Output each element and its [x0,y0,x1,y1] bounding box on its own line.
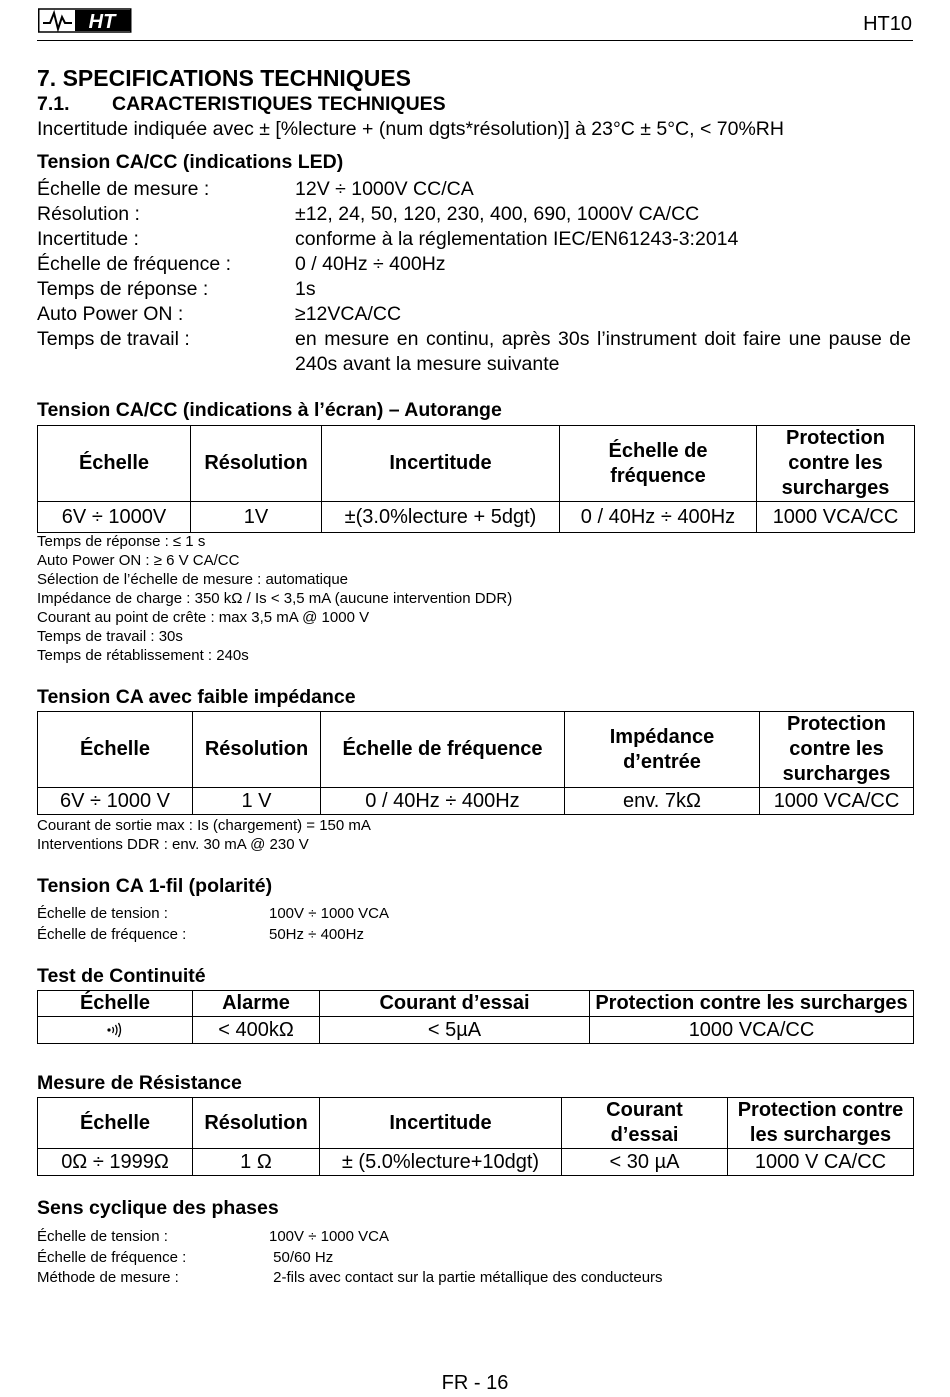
note-line: Interventions DDR : env. 30 mA @ 230 V [37,836,309,853]
section-title: 7. SPECIFICATIONS TECHNIQUES [37,65,412,91]
spec-label: Résolution : [37,203,140,225]
phase-spec-list [37,1227,663,1289]
spec-label: Échelle de tension : [37,905,168,922]
table-header-row [38,991,914,1017]
table-cell: 1V [191,502,322,533]
spec-label: Auto Power ON : [37,303,184,325]
note-line: Temps de travail : 30s [37,628,183,645]
table-cell: 0Ω ÷ 1999Ω [38,1149,193,1176]
note-line: Courant de sortie max : Is (chargement) = 150 mA [37,817,371,834]
continuity-section-title: Test de Continuité [37,965,206,987]
spec-row [37,1248,663,1269]
screen-notes [37,532,512,665]
table-cell: 6V ÷ 1000V [38,502,191,533]
col-header: Incertitude [322,426,560,502]
table-cell: < 400kΩ [193,1017,320,1044]
spec-value: 50Hz ÷ 400Hz [269,925,364,943]
col-header [560,426,757,502]
ht-logo [38,6,133,34]
col-header: Courant d’essai [320,991,590,1017]
col-header: Échelle de fréquence [321,712,565,788]
table-row [38,788,914,815]
model-name: HT10 [863,13,912,35]
col-header: Échelle [38,1098,193,1149]
table-cell: 1 V [193,788,321,815]
spec-row [37,1227,663,1248]
spec-value: 2-fils avec contact sur la partie métallique des conducteurs [269,1269,663,1286]
spec-row [37,302,917,327]
table-row [38,1017,914,1044]
header-rule [37,40,913,41]
subsection-title: CARACTERISTIQUES TECHNIQUES [112,93,446,115]
col-header: Résolution [191,426,322,502]
subsection-number: 7.1. [37,93,70,115]
onewire-spec-list [37,904,389,945]
note-line: Sélection de l’échelle de mesure : automatique [37,571,349,588]
col-header [565,712,760,788]
table-header-row [38,712,914,788]
resistance-table [37,1097,914,1176]
table-row [38,502,915,533]
table-cell: 1000 VCA/CC [590,1017,914,1044]
spec-value: 100V ÷ 1000 VCA [269,1228,389,1245]
spec-label: Échelle de fréquence : [37,925,187,943]
table-cell: env. 7kΩ [565,788,760,815]
spec-label: Échelle de mesure : [37,178,210,200]
col-header-text: Protection contre les surcharges [737,1099,904,1146]
spec-label: Échelle de fréquence : [37,1248,187,1266]
spec-row [37,252,917,277]
table-row [38,1149,914,1176]
spec-row [37,925,389,946]
col-header [757,426,915,502]
col-header [760,712,914,788]
spec-value: en mesure en continu, après 30s l’instrument doit faire une pause de 240s avant la mesure suivante [295,328,911,375]
page-number: FR - 16 [441,1372,509,1394]
spec-value: 12V ÷ 1000V CC/CA [295,178,474,200]
spec-row [37,327,917,377]
spec-label: Incertitude : [37,228,139,250]
table-cell: ±(3.0%lecture + 5dgt) [322,502,560,533]
col-header-text: Échelle de fréquence [608,439,708,487]
note-line: Temps de rétablissement : 240s [37,647,249,664]
spec-label: Temps de travail : [37,328,190,350]
phase-section-title: Sens cyclique des phases [37,1197,279,1219]
continuity-table [37,990,914,1044]
col-header: Échelle [38,426,191,502]
screen-section-title: Tension CA/CC (indications à l’écran) – Autorange [37,399,502,421]
spec-value: 50/60 Hz [269,1248,334,1266]
spec-row [37,202,917,227]
spec-value: ≥12VCA/CC [295,303,402,325]
col-header: Alarme [193,991,320,1017]
onewire-section-title: Tension CA 1-fil (polarité) [37,875,273,897]
accuracy-intro: Incertitude indiquée avec ± [%lecture + (num dgts*résolution)] à 23°C ± 5°C, < 70%RH [37,118,784,140]
col-header [562,1098,728,1149]
table-cell: < 5µA [320,1017,590,1044]
resistance-section-title: Mesure de Résistance [37,1072,242,1094]
table-cell: 0 / 40Hz ÷ 400Hz [321,788,565,815]
table-cell: 1000 VCA/CC [757,502,915,533]
col-header-text: Impédance d’entrée [609,725,715,773]
sound-icon [105,1019,125,1041]
spec-label: Échelle de fréquence : [37,253,232,275]
table-cell: < 30 µA [562,1149,728,1176]
spec-value: ±12, 24, 50, 120, 230, 400, 690, 1000V CA/CC [295,203,700,225]
col-header-text: Protection contre les surcharges [782,713,891,785]
col-header-text: Protection contre les surcharges [781,427,890,499]
table-cell: 1 Ω [193,1149,320,1176]
col-header: Échelle [38,712,193,788]
lowz-notes [37,816,371,854]
screen-voltage-table [37,425,915,533]
note-line: Courant au point de crête : max 3,5 mA @ 1000 V [37,609,370,626]
table-cell: 0 / 40Hz ÷ 400Hz [560,502,757,533]
lowz-table [37,711,914,815]
spec-value: 1s [295,278,316,300]
table-cell: 1000 V CA/CC [728,1149,914,1176]
brand-text: HT [88,11,116,33]
spec-label: Échelle de tension : [37,1228,168,1245]
note-line: Auto Power ON : ≥ 6 V CA/CC [37,552,240,569]
spec-label: Temps de réponse : [37,278,209,300]
col-header: Résolution [193,1098,320,1149]
spec-row [37,177,917,202]
col-header-text: Courant d’essai [606,1099,683,1146]
table-cell [38,1017,193,1044]
col-header: Protection contre les surcharges [590,991,914,1017]
table-header-row [38,1098,914,1149]
spec-value: 0 / 40Hz ÷ 400Hz [295,253,446,275]
spec-row [37,227,917,252]
spec-value: 100V ÷ 1000 VCA [269,905,389,922]
col-header: Résolution [193,712,321,788]
table-cell: 6V ÷ 1000 V [38,788,193,815]
col-header: Incertitude [320,1098,562,1149]
spec-label: Méthode de mesure : [37,1269,179,1286]
spec-value: conforme à la réglementation IEC/EN61243-3:2014 [295,228,739,250]
spec-row [37,277,917,302]
note-line: Impédance de charge : 350 kΩ / Is < 3,5 mA (aucune intervention DDR) [37,590,513,607]
led-spec-list [37,177,917,377]
col-header: Échelle [38,991,193,1017]
spec-row [37,904,389,925]
table-cell: 1000 VCA/CC [760,788,914,815]
table-header-row [38,426,915,502]
table-cell: ± (5.0%lecture+10dgt) [320,1149,562,1176]
lowz-section-title: Tension CA avec faible impédance [37,686,356,708]
note-line: Temps de réponse : ≤ 1 s [37,533,206,550]
col-header [728,1098,914,1149]
led-section-title: Tension CA/CC (indications LED) [37,151,344,173]
spec-row [37,1268,663,1289]
